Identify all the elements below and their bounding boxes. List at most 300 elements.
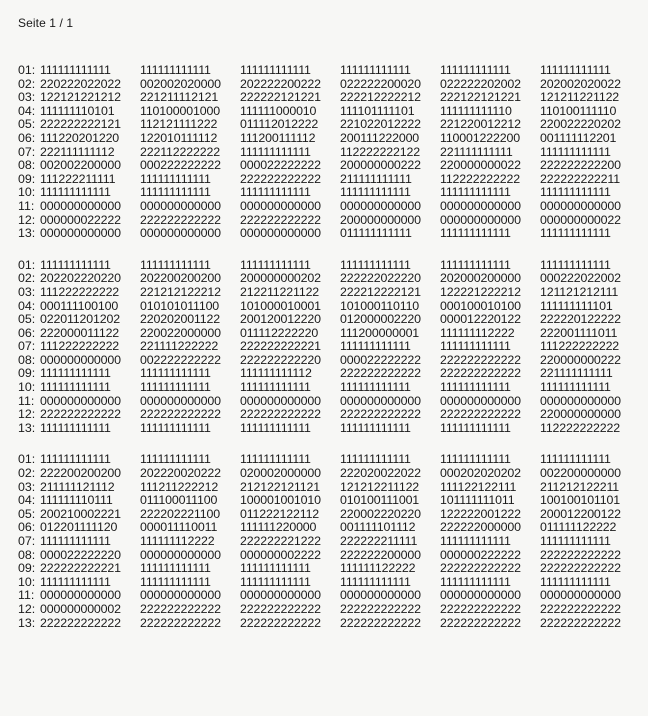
row-cell: 111111220000: [240, 520, 317, 535]
row-number: 05:: [18, 117, 36, 132]
row-cell: 000000000000: [140, 393, 221, 408]
data-row: [18, 91, 640, 105]
row-cell: 000000000000: [340, 588, 421, 603]
row-cell: 222222222222: [240, 407, 321, 422]
row-number: 09:: [18, 171, 36, 186]
row-cell: 220022000000: [140, 325, 221, 340]
row-cell: 000000000000: [440, 588, 521, 603]
row-cell: 211212122211: [540, 479, 620, 494]
data-row: [18, 508, 640, 522]
row-cell: 111111111111: [240, 185, 311, 200]
row-cell: 111111111111: [440, 574, 511, 589]
row-cell: 111111111111: [340, 380, 411, 395]
row-cell: 002222222222: [140, 352, 221, 367]
row-cell: 111200000001: [340, 325, 420, 340]
row-cell: 211111111111: [340, 171, 412, 186]
data-row: [18, 395, 640, 409]
row-cell: 011222122112: [240, 506, 320, 521]
row-cell: 000111100100: [40, 298, 119, 313]
row-cell: 000000000000: [440, 393, 521, 408]
row-cell: 111111111111: [240, 257, 311, 272]
row-cell: 220000000022: [440, 158, 521, 173]
row-cell: 111111111111: [40, 185, 111, 200]
row-cell: 220202001122: [140, 312, 220, 327]
row-cell: 202000200000: [440, 271, 521, 286]
row-cell: 111111111111: [440, 185, 511, 200]
row-cell: 101000110110: [340, 298, 420, 313]
row-cell: 111222222222: [40, 339, 120, 354]
row-cell: 111111111111: [340, 420, 411, 435]
row-cell: 122222001222: [440, 506, 521, 521]
row-number: 01:: [18, 452, 36, 467]
row-cell: 000100010100: [440, 298, 521, 313]
row-cell: 000000000000: [140, 226, 221, 241]
row-cell: 111111111111: [540, 380, 611, 395]
data-row: [18, 408, 640, 422]
row-cell: 111111111111: [40, 63, 111, 77]
row-cell: 222222221222: [240, 534, 321, 548]
row-cell: 111111111111: [440, 534, 511, 548]
row-cell: 000000000000: [440, 198, 521, 213]
row-number: 10:: [18, 574, 36, 589]
row-number: 09:: [18, 561, 36, 576]
row-cell: 222000011122: [40, 325, 120, 340]
row-cell: 121121212111: [540, 284, 619, 299]
data-row: [18, 200, 640, 214]
data-row: [18, 367, 640, 381]
row-cell: 111111122222: [340, 561, 416, 576]
row-cell: 111111111111: [440, 420, 511, 435]
row-cell: 222222222222: [440, 601, 521, 616]
data-row: [18, 494, 640, 508]
data-block-1: [18, 64, 640, 241]
row-cell: 220000000000: [540, 407, 621, 422]
row-cell: 111111111111: [340, 574, 411, 589]
row-cell: 221111111111: [440, 144, 513, 159]
row-cell: 000222222222: [140, 158, 221, 173]
row-cell: 112121111222: [140, 117, 218, 132]
page-number-label: Seite 1 / 1: [18, 16, 74, 30]
row-cell: 000000000002: [40, 601, 121, 616]
row-cell: 222212222121: [340, 284, 421, 299]
row-cell: 111111111111: [540, 534, 611, 548]
row-cell: 101111111011: [440, 493, 515, 508]
row-number: 11:: [18, 393, 35, 408]
row-cell: 111111111111: [140, 420, 211, 435]
row-cell: 122121221212: [40, 90, 121, 105]
row-cell: 111111111111: [140, 380, 211, 395]
row-cell: 222222222222: [40, 615, 121, 630]
row-cell: 000022222222: [240, 158, 321, 173]
row-cell: 111101111101: [340, 103, 415, 118]
row-cell: 221111111111: [540, 366, 613, 381]
row-cell: 111111111111: [340, 257, 411, 272]
row-number: 08:: [18, 158, 36, 173]
row-cell: 100100101101: [540, 493, 620, 508]
row-cell: 220000000222: [540, 352, 621, 367]
row-cell: 222212222212: [340, 90, 421, 105]
row-cell: 221022012222: [340, 117, 421, 132]
data-row: [18, 132, 640, 146]
row-number: 04:: [18, 493, 36, 508]
row-cell: 111111111111: [240, 144, 311, 159]
row-cell: 200000000000: [340, 212, 421, 227]
row-cell: 222222121221: [240, 90, 321, 105]
row-cell: 000000000022: [540, 212, 621, 227]
row-cell: 011112222220: [240, 325, 319, 340]
row-cell: 112222222122: [340, 144, 420, 159]
row-cell: 220002220220: [340, 506, 421, 521]
row-cell: 222222222222: [240, 171, 321, 186]
row-cell: 211111121112: [40, 479, 115, 494]
data-block-2: [18, 259, 640, 436]
data-sheet: [18, 64, 640, 648]
row-cell: 222222222222: [340, 615, 421, 630]
row-cell: 000000000000: [440, 212, 521, 227]
row-cell: 222222222222: [540, 615, 621, 630]
data-row: [18, 521, 640, 535]
row-cell: 222222222221: [40, 561, 121, 576]
row-number: 04:: [18, 103, 36, 118]
row-cell: 000000000000: [40, 588, 121, 603]
row-number: 07:: [18, 144, 36, 159]
row-cell: 111111111101: [540, 298, 613, 313]
row-cell: 111111111111: [240, 452, 311, 467]
data-row: [18, 589, 640, 603]
row-number: 11:: [18, 198, 35, 213]
data-row: [18, 286, 640, 300]
row-cell: 000000000000: [40, 198, 121, 213]
row-cell: 222222222222: [440, 366, 521, 381]
row-cell: 111220201220: [40, 130, 120, 145]
row-cell: 222222222222: [540, 561, 621, 576]
row-cell: 111111111111: [140, 63, 211, 77]
row-cell: 222222222222: [240, 601, 321, 616]
row-cell: 111111110101: [40, 103, 115, 118]
data-row: [18, 603, 640, 617]
row-cell: 200012200122: [540, 506, 621, 521]
row-cell: 112222222222: [540, 420, 620, 435]
row-cell: 121212211122: [340, 479, 420, 494]
row-cell: 222222222222: [140, 212, 221, 227]
row-cell: 222222222222: [340, 407, 421, 422]
data-row: [18, 105, 640, 119]
row-cell: 222222022220: [340, 271, 421, 286]
row-cell: 111111111111: [40, 534, 111, 548]
row-cell: 111111111111: [540, 574, 611, 589]
row-cell: 111111111111: [540, 226, 611, 241]
row-cell: 002002020000: [140, 76, 221, 91]
data-row: [18, 354, 640, 368]
row-cell: 012000002220: [340, 312, 421, 327]
row-cell: 111111111111: [340, 185, 411, 200]
row-cell: 122010111112: [140, 130, 218, 145]
row-cell: 222202221100: [140, 506, 220, 521]
row-number: 06:: [18, 520, 36, 535]
row-cell: 111111110111: [40, 493, 113, 508]
row-cell: 011112012222: [240, 117, 319, 132]
row-cell: 222222222222: [140, 407, 221, 422]
row-cell: 001111101112: [340, 520, 416, 535]
row-cell: 111111111111: [240, 561, 311, 576]
row-cell: 111111111110: [440, 103, 512, 118]
row-cell: 002002200000: [40, 158, 121, 173]
row-cell: 212211221122: [240, 284, 320, 299]
row-cell: 111111111112: [240, 366, 312, 381]
row-cell: 221220012212: [440, 117, 521, 132]
row-cell: 111122122111: [440, 479, 517, 494]
row-cell: 020002000000: [240, 466, 321, 481]
row-number: 02:: [18, 76, 36, 91]
row-cell: 220222022022: [40, 76, 121, 91]
row-number: 05:: [18, 312, 36, 327]
row-cell: 000000000000: [240, 393, 321, 408]
row-cell: 111111111111: [440, 339, 511, 354]
row-cell: 222222222222: [540, 601, 621, 616]
row-cell: 202222200222: [240, 76, 321, 91]
row-cell: 000000000000: [40, 226, 121, 241]
row-cell: 010100111001: [340, 493, 420, 508]
row-cell: 111111111111: [440, 380, 511, 395]
row-cell: 111111111111: [140, 257, 211, 272]
row-cell: 000022222220: [40, 547, 121, 562]
row-cell: 111111111111: [440, 63, 511, 77]
data-row: [18, 327, 640, 341]
row-cell: 222222200000: [340, 547, 421, 562]
row-cell: 222222222220: [240, 352, 321, 367]
row-cell: 202220020222: [140, 466, 221, 481]
row-number: 01:: [18, 63, 36, 77]
row-cell: 222200200200: [40, 466, 121, 481]
row-cell: 222222222222: [140, 615, 221, 630]
row-cell: 111111111111: [340, 452, 411, 467]
row-cell: 000000000000: [140, 547, 221, 562]
row-number: 01:: [18, 257, 36, 272]
data-row: [18, 562, 640, 576]
row-number: 07:: [18, 534, 36, 548]
row-number: 06:: [18, 130, 36, 145]
row-cell: 111111111111: [140, 185, 211, 200]
row-cell: 000000000000: [540, 198, 621, 213]
row-number: 08:: [18, 352, 36, 367]
row-cell: 000000000000: [240, 588, 321, 603]
data-row: [18, 64, 640, 78]
row-cell: 122221222212: [440, 284, 521, 299]
row-cell: 011100011100: [140, 493, 218, 508]
row-cell: 221212122212: [140, 284, 221, 299]
row-cell: 000202020202: [440, 466, 521, 481]
row-cell: 000000000000: [540, 588, 621, 603]
row-cell: 202200200200: [140, 271, 221, 286]
data-row: [18, 159, 640, 173]
row-cell: 000022222222: [340, 352, 421, 367]
row-number: 09:: [18, 366, 36, 381]
row-cell: 111111111111: [40, 420, 111, 435]
row-cell: 111211222212: [140, 479, 219, 494]
data-row: [18, 313, 640, 327]
row-cell: 202202220220: [40, 271, 121, 286]
row-cell: 222222222211: [540, 171, 620, 186]
row-cell: 111111111111: [240, 574, 311, 589]
row-cell: 110001222200: [440, 130, 520, 145]
data-row: [18, 146, 640, 160]
row-cell: 111200111112: [240, 130, 316, 145]
row-number: 03:: [18, 284, 36, 299]
row-cell: 222222222222: [340, 366, 421, 381]
row-number: 04:: [18, 298, 36, 313]
row-cell: 101000010001: [240, 298, 321, 313]
row-cell: 111111111111: [540, 63, 611, 77]
data-row: [18, 259, 640, 273]
row-cell: 011111111111: [340, 226, 412, 241]
row-number: 10:: [18, 380, 36, 395]
row-cell: 111111111111: [140, 366, 211, 381]
row-cell: 111111111111: [140, 452, 211, 467]
row-cell: 000011110011: [140, 520, 218, 535]
row-cell: 200000000202: [240, 271, 321, 286]
row-cell: 222020022022: [340, 466, 421, 481]
row-number: 02:: [18, 271, 36, 286]
row-cell: 111111111111: [40, 380, 111, 395]
data-row: [18, 481, 640, 495]
row-number: 12:: [18, 407, 36, 422]
data-row: [18, 467, 640, 481]
row-cell: 012201111120: [40, 520, 118, 535]
row-cell: 111222211111: [40, 171, 116, 186]
row-cell: 222222222222: [440, 407, 521, 422]
data-row: [18, 227, 640, 241]
row-cell: 111111111111: [40, 574, 111, 589]
row-cell: 200111222000: [340, 130, 420, 145]
row-cell: 111111111111: [240, 420, 311, 435]
row-number: 06:: [18, 325, 36, 340]
row-cell: 200000000222: [340, 158, 421, 173]
row-cell: 110100001000: [140, 103, 220, 118]
row-cell: 221211112121: [140, 90, 219, 105]
row-cell: 000000000000: [240, 226, 321, 241]
data-row: [18, 576, 640, 590]
row-cell: 222222211111: [340, 534, 418, 548]
row-cell: 010101011100: [140, 298, 220, 313]
data-row: [18, 617, 640, 631]
row-cell: 000222022002: [540, 271, 621, 286]
data-row: [18, 173, 640, 187]
row-number: 07:: [18, 339, 36, 354]
row-cell: 222111111112: [40, 144, 115, 159]
row-cell: 111111111111: [240, 380, 311, 395]
row-cell: 100001001010: [240, 493, 321, 508]
data-block-3: [18, 453, 640, 630]
row-cell: 000000222222: [440, 547, 521, 562]
data-row: [18, 118, 640, 132]
row-cell: 111222222222: [40, 284, 120, 299]
row-cell: 000012220122: [440, 312, 521, 327]
row-number: 12:: [18, 212, 36, 227]
row-cell: 111222222222: [540, 339, 620, 354]
data-row: [18, 300, 640, 314]
row-cell: 111111111111: [440, 226, 511, 241]
row-cell: 222220122222: [540, 312, 621, 327]
row-cell: 011111122222: [540, 520, 617, 535]
row-number: 13:: [18, 615, 36, 630]
row-cell: 111111111111: [340, 63, 411, 77]
row-cell: 111111111111: [140, 574, 211, 589]
row-cell: 111111000010: [240, 103, 317, 118]
row-cell: 222222222221: [240, 339, 321, 354]
row-cell: 111111112222: [140, 534, 215, 548]
row-number: 03:: [18, 479, 36, 494]
row-cell: 222222222222: [40, 407, 121, 422]
row-cell: 222222222222: [540, 547, 621, 562]
row-cell: 221111222222: [140, 339, 219, 354]
row-cell: 111111111111: [40, 257, 111, 272]
row-cell: 222122121221: [440, 90, 521, 105]
row-number: 03:: [18, 90, 36, 105]
row-cell: 222222222121: [40, 117, 121, 132]
row-cell: 222222222222: [440, 352, 521, 367]
data-row: [18, 78, 640, 92]
data-row: [18, 453, 640, 467]
row-cell: 111111111111: [340, 339, 411, 354]
row-cell: 000000000000: [340, 198, 421, 213]
row-number: 10:: [18, 185, 36, 200]
row-cell: 222222000000: [440, 520, 521, 535]
row-cell: 112222222222: [440, 171, 520, 186]
row-cell: 222222222200: [540, 158, 621, 173]
row-number: 13:: [18, 226, 36, 241]
row-cell: 111111111111: [140, 171, 211, 186]
row-cell: 000000000000: [40, 393, 121, 408]
row-cell: 111111111111: [540, 144, 611, 159]
data-row: [18, 422, 640, 436]
row-cell: 222001111011: [540, 325, 618, 340]
row-cell: 000000022222: [40, 212, 121, 227]
row-cell: 000000002222: [240, 547, 321, 562]
row-cell: 222222222222: [340, 601, 421, 616]
row-number: 05:: [18, 506, 36, 521]
row-cell: 022222200020: [340, 76, 421, 91]
row-cell: 200120012220: [240, 312, 321, 327]
row-cell: 200210002221: [40, 506, 121, 521]
data-row: [18, 186, 640, 200]
row-number: 08:: [18, 547, 36, 562]
data-row: [18, 214, 640, 228]
row-cell: 000000000000: [240, 198, 321, 213]
row-cell: 111111111111: [140, 561, 211, 576]
row-cell: 220022220202: [540, 117, 621, 132]
row-cell: 222222222222: [240, 212, 321, 227]
data-row: [18, 381, 640, 395]
row-cell: 022011201202: [40, 312, 120, 327]
row-cell: 202002020022: [540, 76, 621, 91]
data-row: [18, 340, 640, 354]
row-cell: 111111111111: [240, 63, 311, 77]
row-cell: 000000000000: [140, 198, 221, 213]
row-cell: 222222222222: [240, 615, 321, 630]
row-cell: 222222222222: [440, 561, 521, 576]
row-cell: 222112222222: [140, 144, 220, 159]
row-cell: 212122121121: [240, 479, 320, 494]
row-cell: 111111111111: [540, 185, 611, 200]
row-cell: 111111111111: [40, 366, 111, 381]
row-cell: 001111112201: [540, 130, 617, 145]
row-cell: 111111111111: [440, 257, 511, 272]
data-row: [18, 535, 640, 549]
row-number: 11:: [18, 588, 35, 603]
data-row: [18, 272, 640, 286]
row-cell: 111111111111: [440, 452, 511, 467]
data-row: [18, 549, 640, 563]
